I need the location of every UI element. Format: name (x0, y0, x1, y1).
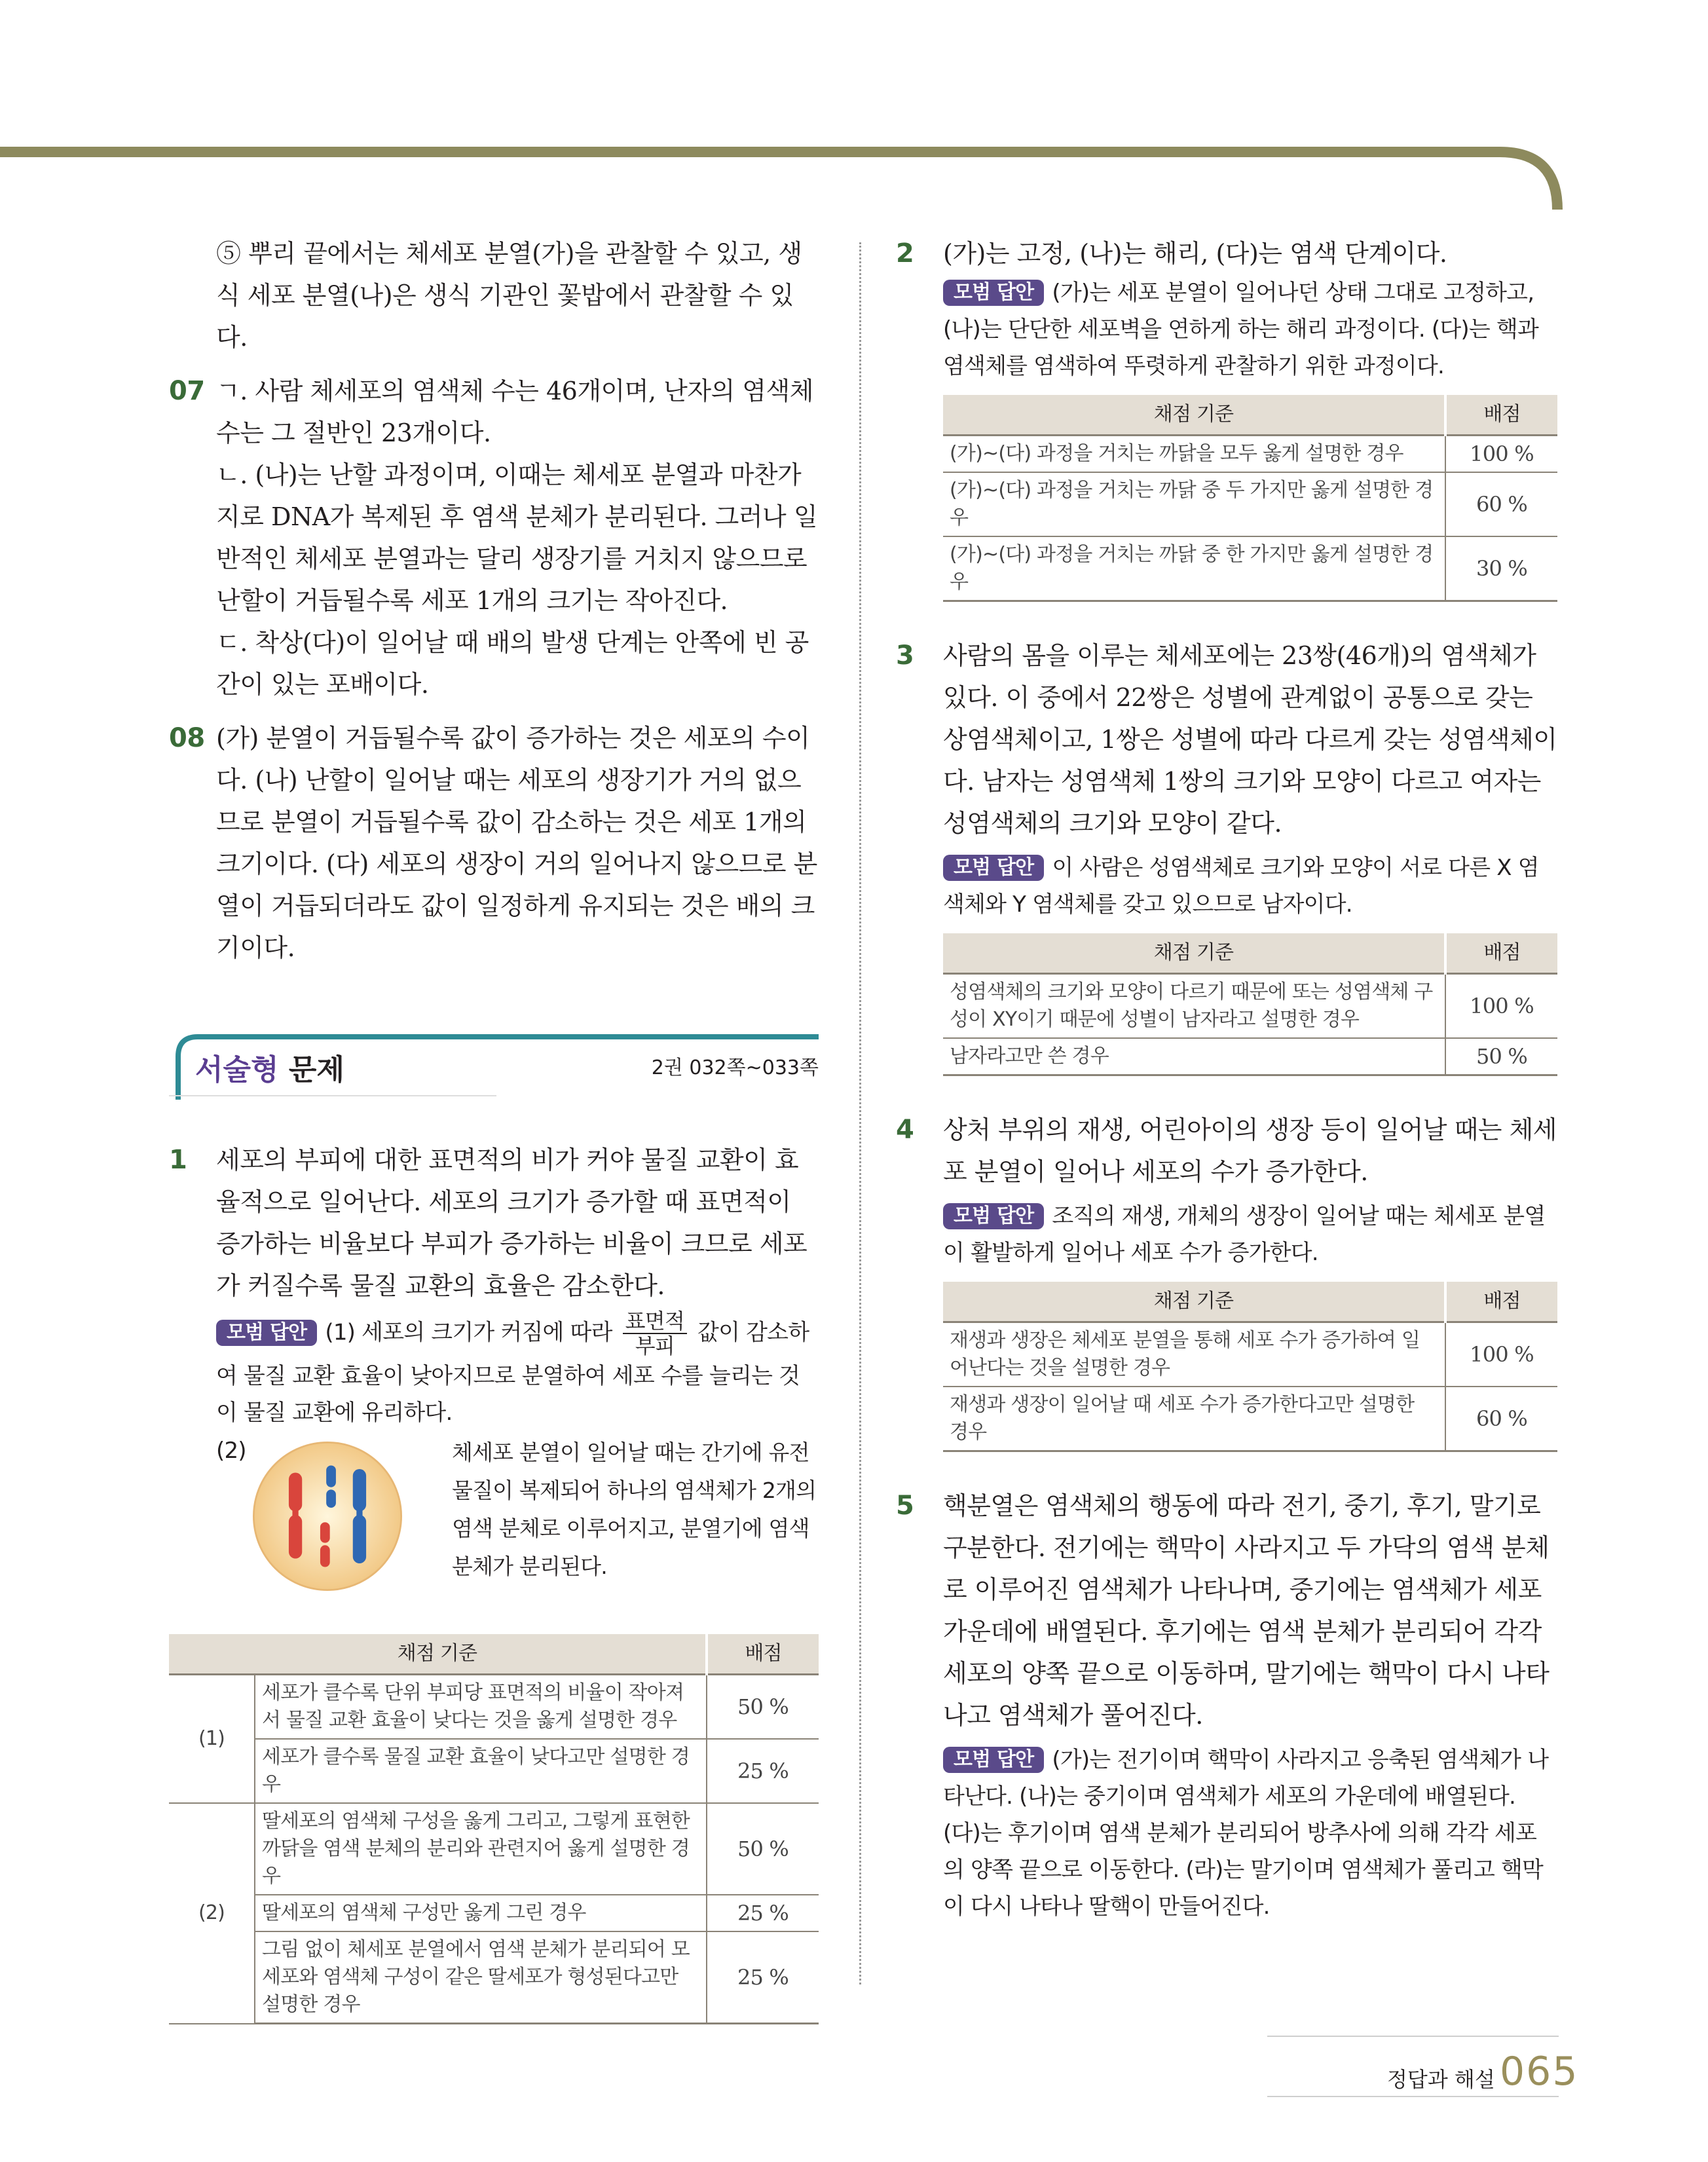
section-title-rest: 문제 (278, 1053, 344, 1087)
table-score-cell: 25 % (707, 1931, 819, 2024)
table-score-cell: 100 % (1445, 436, 1557, 473)
table-header-score: 배점 (1445, 933, 1557, 974)
table-criteria-cell: 세포가 클수록 물질 교환 효율이 낮다고만 설명한 경우 (255, 1739, 707, 1803)
table-header-score: 배점 (1445, 1282, 1557, 1322)
table-criteria-cell: 재생과 생장은 체세포 분열을 통해 세포 수가 증가하여 일어난다는 것을 설명한 경우 (943, 1322, 1445, 1387)
q2-answer (943, 274, 1557, 384)
q08-text: (가) 분열이 거듭될수록 값이 증가하는 것은 세포의 수이다. (나) 난할이 일어날 때는 세포의 생장기가 거의 없으므로 분열이 거듭될수록 값이 감소하는 것은 세포 1개의 크기이다. (다) 세포의 생장이 거의 일어나지 않으므로 분열이 거듭되더라도 값이 일정하게 유지되는 것은 배의 크기이다. (216, 724, 817, 962)
q2-answer-text: (가)는 세포 분열이 일어나던 상태 그대로 고정하고, (나)는 단단한 세포벽을 연하게 하는 해리 과정이다. (다)는 핵과 염색체를 염색하여 뚜렷하게 관찰하기 위한 과정이다. (943, 280, 1538, 379)
table-criteria-cell: (가)~(다) 과정을 거치는 까닭을 모두 옳게 설명한 경우 (943, 436, 1445, 473)
page-number: 065 (1500, 2049, 1579, 2095)
table-row (169, 1803, 819, 1895)
q1-answer-1-pre: (1) 세포의 크기가 커짐에 따라 (325, 1319, 612, 1346)
q4-answer-text: 조직의 재생, 개체의 생장이 일어날 때는 체세포 분열이 활발하게 일어나 세포 수가 증가한다. (943, 1203, 1546, 1266)
question-number: 5 (896, 1491, 914, 1521)
table-header-score: 배점 (707, 1634, 819, 1675)
q06-tail-text: ⑤ 뿌리 끝에서는 체세포 분열(가)을 관찰할 수 있고, 생식 세포 분열(나)은 생식 기관인 꽃밥에서 관찰할 수 있다. (216, 239, 802, 352)
table-row (169, 1739, 819, 1803)
table-row (169, 1895, 819, 1931)
section-header (169, 1028, 819, 1113)
question-2 (896, 233, 1557, 602)
top-rule (0, 0, 1708, 210)
q3-answer-text: 이 사람은 성염색체로 크기와 모양이 서로 다른 X 염색체와 Y 염색체를 갖고 있으므로 남자이다. (943, 855, 1539, 918)
q4-text: 상처 부위의 재생, 어린아이의 생장 등이 일어날 때는 체세포 분열이 일어나 세포의 수가 증가한다. (943, 1115, 1557, 1186)
model-answer-badge: 모범 답안 (216, 1320, 317, 1346)
table-criteria-cell: 딸세포의 염색체 구성만 옳게 그린 경우 (255, 1895, 707, 1931)
table-score-cell: 25 % (707, 1739, 819, 1803)
table-row (943, 472, 1557, 536)
question-number: 08 (169, 723, 205, 753)
table-row (943, 974, 1557, 1039)
section-title (195, 1046, 344, 1088)
q1-answer-2-text: 체세포 분열이 일어날 때는 간기에 유전 물질이 복제되어 하나의 염색체가 2개의 염색 분체로 이루어지고, 분열기에 염색 분체가 분리된다. (452, 1440, 817, 1579)
table-criteria-cell: 성염색체의 크기와 모양이 다르기 때문에 또는 성염색체 구성이 XY이기 때문에 성별이 남자라고 설명한 경우 (943, 974, 1445, 1039)
table-criteria-cell: 딸세포의 염색체 구성을 옳게 그리고, 그렇게 표현한 까닭을 염색 분체의 분리와 관련지어 옳게 설명한 경우 (255, 1803, 707, 1895)
table-criteria-cell: 세포가 클수록 단위 부피당 표면적의 비율이 작아져서 물질 교환 효율이 낮다는 것을 옳게 설명한 경우 (255, 1675, 707, 1740)
table-row (943, 1387, 1557, 1451)
section-page-reference: 2권 032쪽~033쪽 (651, 1056, 819, 1079)
question-5 (896, 1485, 1557, 1925)
q5-answer-text: (가)는 전기이며 핵막이 사라지고 응축된 염색체가 나타난다. (나)는 중기이며 염색체가 세포의 가운데에 배열된다. (다)는 후기이며 염색 분체가 분리되어 방추사에 의해 각각 세포의 양쪽 끝으로 이동한다. (라)는 말기이며 염색체가 풀리고 핵막이 다시 나타나 딸핵이 만들어진다. (943, 1747, 1549, 1920)
q3-answer (943, 849, 1557, 923)
q3-text: 사람의 몸을 이루는 체세포에는 23쌍(46개)의 염색체가 있다. 이 중에서 22쌍은 성별에 관계없이 공통으로 갖는 상염색체이고, 1쌍은 성별에 따라 다르게 갖는 성염색체이다. 남자는 성염색체 1쌍의 크기와 모양이 다르고 여자는 성염색체의 크기와 모양이 같다. (943, 641, 1557, 838)
table-row (943, 1038, 1557, 1075)
q1-answer-1 (216, 1309, 819, 1431)
question-1 (169, 1139, 819, 2024)
table-part-label: (1) (169, 1675, 255, 1804)
right-column (896, 233, 1557, 1925)
question-3 (896, 635, 1557, 1076)
q2-grading-table (943, 395, 1557, 602)
question-number: 2 (896, 238, 914, 269)
table-criteria-cell: 재생과 생장이 일어날 때 세포 수가 증가한다고만 설명한 경우 (943, 1387, 1445, 1451)
table-score-cell: 100 % (1445, 1322, 1557, 1387)
cell-division-diagram (242, 1438, 413, 1595)
q07-item-c: ㄷ. 착상(다)이 일어날 때 배의 발생 단계는 안쪽에 빈 공간이 있는 포배이다. (216, 628, 809, 699)
question-4 (896, 1109, 1557, 1452)
table-criteria-cell: (가)~(다) 과정을 거치는 까닭 중 두 가지만 옳게 설명한 경우 (943, 472, 1445, 536)
model-answer-badge: 모범 답안 (943, 855, 1044, 881)
q1-answer-1-post: 값이 감소하여 물질 교환 효율이 낮아지므로 분열하여 세포 수를 늘리는 것이 물질 교환에 유리하다. (216, 1319, 809, 1426)
table-header-criteria: 채점 기준 (943, 395, 1445, 436)
surface-volume-fraction (623, 1309, 687, 1358)
table-score-cell: 50 % (707, 1803, 819, 1895)
table-score-cell: 60 % (1445, 472, 1557, 536)
table-header-criteria: 채점 기준 (943, 933, 1445, 974)
table-criteria-cell: (가)~(다) 과정을 거치는 까닭 중 한 가지만 옳게 설명한 경우 (943, 536, 1445, 601)
q5-text: 핵분열은 염색체의 행동에 따라 전기, 중기, 후기, 말기로 구분한다. 전기에는 핵막이 사라지고 두 가닥의 염색 분체로 이루어진 염색체가 나타나며, 중기에는 염색체가 세포 가운데에 배열된다. 후기에는 염색 분체가 분리되어 각각 세포의 양쪽 끝으로 이동하며, 말기에는 핵막이 다시 나타나고 염색체가 풀어진다. (943, 1491, 1550, 1730)
question-number: 07 (169, 376, 205, 406)
table-score-cell: 50 % (707, 1675, 819, 1740)
footer-label: 정답과 해설 (1387, 2067, 1495, 2092)
table-header-criteria: 채점 기준 (169, 1634, 707, 1675)
table-score-cell: 50 % (1445, 1038, 1557, 1075)
q1-answer-2-label: (2) (216, 1438, 246, 1464)
table-header-criteria: 채점 기준 (943, 1282, 1445, 1322)
question-07 (169, 370, 819, 705)
q1-text: 세포의 부피에 대한 표면적의 비가 커야 물질 교환이 효율적으로 일어난다. 세포의 크기가 증가할 때 표면적이 증가하는 비율보다 부피가 증가하는 비율이 크므로 세포가 커질수록 물질 교환의 효율은 감소한다. (216, 1146, 808, 1300)
model-answer-badge: 모범 답안 (943, 1203, 1044, 1229)
table-criteria-cell: 그림 없이 체세포 분열에서 염색 분체가 분리되어 모세포와 염색체 구성이 같은 딸세포가 형성된다고만 설명한 경우 (255, 1931, 707, 2024)
table-score-cell: 60 % (1445, 1387, 1557, 1451)
q4-grading-table (943, 1282, 1557, 1452)
left-column (169, 233, 819, 2024)
table-row (943, 436, 1557, 473)
fraction-numerator: 표면적 (623, 1309, 687, 1334)
footer-rule (1267, 2036, 1559, 2037)
table-criteria-cell: 남자라고만 쓴 경우 (943, 1038, 1445, 1075)
footer-bottom-rule (1267, 2096, 1559, 2097)
table-row (169, 1675, 819, 1740)
q4-answer (943, 1198, 1557, 1271)
table-score-cell: 25 % (707, 1895, 819, 1931)
table-header-score: 배점 (1445, 395, 1557, 436)
question-08 (169, 717, 819, 969)
column-divider (859, 242, 861, 1985)
q2-text: (가)는 고정, (나)는 해리, (다)는 염색 단계이다. (943, 239, 1447, 268)
q5-answer (943, 1742, 1557, 1925)
table-row (943, 1322, 1557, 1387)
q07-item-b: ㄴ. (나)는 난할 과정이며, 이때는 체세포 분열과 마찬가지로 DNA가 복제된 후 염색 분체가 분리된다. 그러나 일반적인 체세포 분열과는 달리 생장기를 거치지 않으므로 난할이 거듭될수록 세포 1개의 크기는 작아진다. (216, 460, 818, 615)
table-row (169, 1931, 819, 2024)
section-title-accent: 서술형 (195, 1053, 279, 1087)
table-row (943, 536, 1557, 601)
model-answer-badge: 모범 답안 (943, 280, 1044, 306)
model-answer-badge: 모범 답안 (943, 1747, 1044, 1773)
question-number: 3 (896, 641, 914, 671)
fraction-denominator: 부피 (635, 1333, 675, 1358)
q1-grading-table (169, 1634, 819, 2024)
table-score-cell: 30 % (1445, 536, 1557, 601)
table-part-label: (2) (169, 1803, 255, 2024)
question-number: 1 (169, 1145, 187, 1175)
table-score-cell: 100 % (1445, 974, 1557, 1039)
q07-item-a: ㄱ. 사람 체세포의 염색체 수는 46개이며, 난자의 염색체 수는 그 절반인 23개이다. (216, 377, 813, 447)
question-number: 4 (896, 1115, 914, 1145)
q3-grading-table (943, 933, 1557, 1076)
q1-answer-2 (216, 1438, 819, 1595)
